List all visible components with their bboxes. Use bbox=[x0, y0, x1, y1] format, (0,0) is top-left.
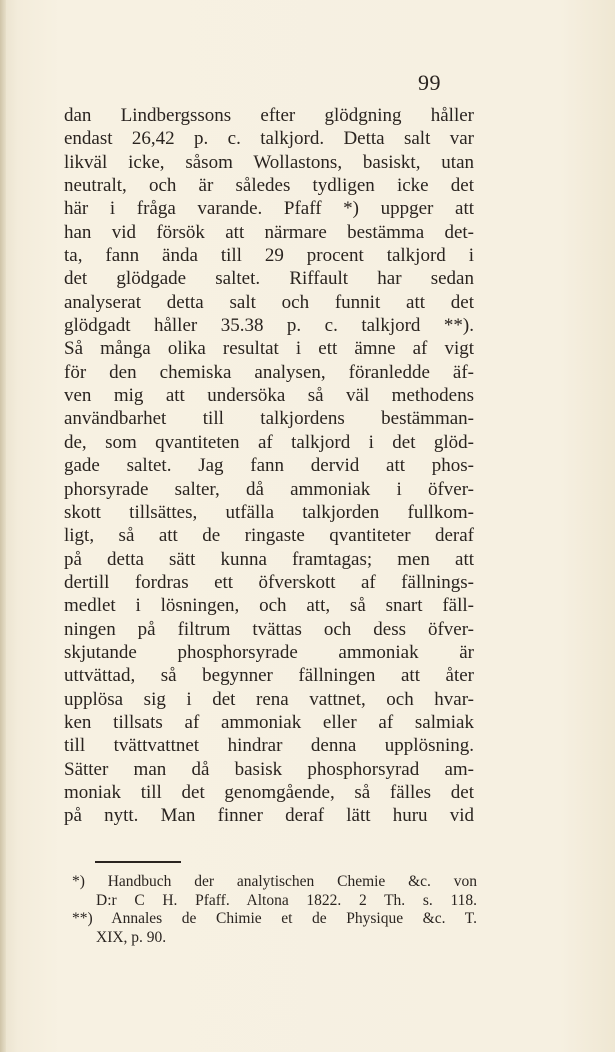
text-line: han vid försök att närmare bestämma det- bbox=[64, 221, 474, 243]
footnote-line: D:r C H. Pfaff. Altona 1822. 2 Th. s. 118. bbox=[96, 891, 477, 909]
text-line: ta, fann ända till 29 procent talkjord i bbox=[64, 245, 474, 267]
text-line: upplösa sig i det rena vattnet, och hvar- bbox=[64, 688, 474, 710]
footnote-line: **) Annales de Chimie et de Physique &c. T. bbox=[72, 910, 477, 927]
page-number: 99 bbox=[418, 70, 441, 95]
footnotes bbox=[72, 873, 477, 947]
text-line: gade saltet. Jag fann dervid att phos- bbox=[64, 455, 474, 477]
text-line: dertill fordras ett öfverskott af fällnings- bbox=[64, 571, 474, 593]
text-line: medlet i lösningen, och att, så snart fäll- bbox=[64, 595, 474, 617]
text-line: skott tillsättes, utfälla talkjorden fullkom- bbox=[64, 501, 474, 523]
text-line: ligt, så att de ringaste qvantiteter deraf bbox=[64, 525, 474, 547]
text-line: neutralt, och är således tydligen icke det bbox=[64, 175, 474, 197]
text-line: dan Lindbergssons efter glödgning håller bbox=[64, 105, 474, 126]
footnote-divider bbox=[95, 861, 181, 863]
text-line: på nytt. Man finner deraf lätt huru vid bbox=[64, 805, 474, 827]
text-line: moniak till det genomgående, så fälles det bbox=[64, 781, 474, 803]
text-line: skjutande phosphorsyrade ammoniak är bbox=[64, 641, 474, 663]
page-binding-edge bbox=[0, 0, 6, 1052]
text-line: likväl icke, såsom Wollastons, basiskt, utan bbox=[64, 151, 474, 173]
text-line: Så många olika resultat i ett ämne af vigt bbox=[64, 338, 474, 360]
text-line: analyserat detta salt och funnit att det bbox=[64, 291, 474, 313]
text-line: på detta sätt kunna framtagas; men att bbox=[64, 548, 474, 570]
text-line: endast 26,42 p. c. talkjord. Detta salt var bbox=[64, 128, 474, 150]
text-line: ken tillsats af ammoniak eller af salmiak bbox=[64, 711, 474, 733]
text-line: för den chemiska analysen, föranledde äf- bbox=[64, 361, 474, 383]
body-text bbox=[64, 104, 474, 828]
text-line: ven mig att undersöka så väl methodens bbox=[64, 385, 474, 407]
text-line: till tvättvattnet hindrar denna upplösning. bbox=[64, 735, 474, 757]
text-line: glödgadt håller 35.38 p. c. talkjord **). bbox=[64, 315, 474, 337]
text-line: Sätter man då basisk phosphorsyrad am- bbox=[64, 758, 474, 780]
text-line: phorsyrade salter, då ammoniak i öfver- bbox=[64, 478, 474, 500]
text-line: de, som qvantiteten af talkjord i det glöd- bbox=[64, 431, 474, 453]
text-line: det glödgade saltet. Riffault har sedan bbox=[64, 268, 474, 290]
text-line: här i fråga varande. Pfaff *) uppger att bbox=[64, 198, 474, 220]
footnote-line: *) Handbuch der analytischen Chemie &c. von bbox=[72, 873, 477, 890]
footnote-line: XIX, p. 90. bbox=[96, 928, 167, 946]
text-line: uttvättad, så begynner fällningen att åter bbox=[64, 665, 474, 687]
text-line: ningen på filtrum tvättas och dess öfver- bbox=[64, 618, 474, 640]
text-line: användbarhet till talkjordens bestämman- bbox=[64, 408, 474, 430]
